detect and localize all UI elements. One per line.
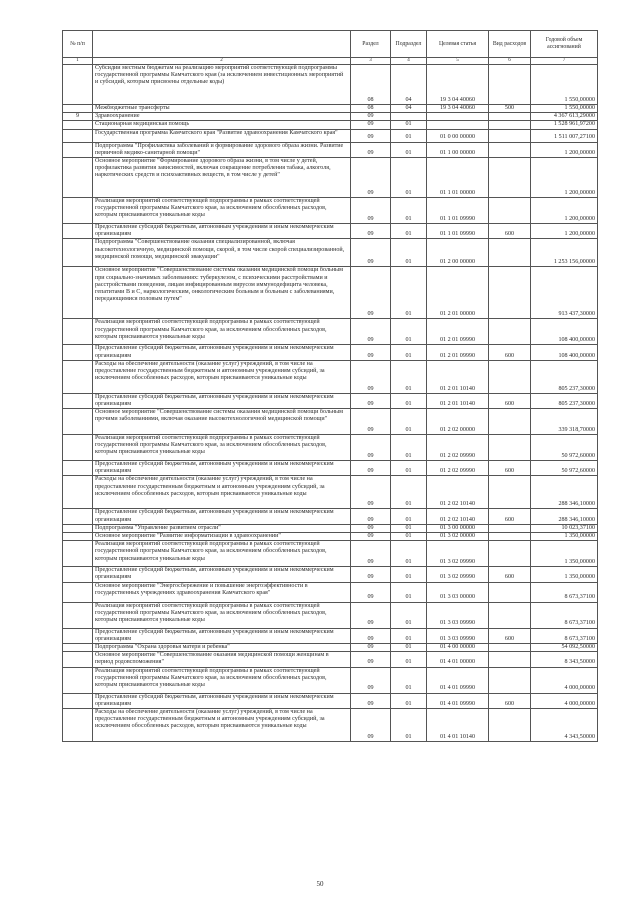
table-row [63,524,598,532]
row-number [63,223,93,238]
table-row [63,113,598,121]
row-target-article: 01 4 00 00000 [427,643,489,651]
row-name: Основное мероприятие "Совершенствование системы оказания медицинской помощи больным прочими заболеваниями, включая оказание высокотехнологичной медицинской помощи" [93,409,351,435]
table-row [63,643,598,651]
row-number [63,667,93,693]
row-podrazdel: 01 [391,129,427,142]
row-amount: 8 343,50000 [531,652,598,667]
row-podrazdel: 01 [391,223,427,238]
row-target-article: 01 2 01 09990 [427,345,489,360]
row-name: Расходы на обеспечение деятельности (оказание услуг) учреждений, в том числе на предоставление государственным бюджетным и автономным учреждениям субсидий, за исключением обособленных расходов, которым присваиваются уникальные коды [93,708,351,741]
row-expense-type [489,582,531,602]
row-target-article: 19 3 04 40060 [427,65,489,105]
row-expense-type [489,643,531,651]
header-target-article: Целевая статья [427,31,489,58]
column-index-row [63,58,598,65]
column-index: 3 [351,58,391,65]
row-expense-type [489,142,531,157]
row-target-article: 01 1 01 09990 [427,223,489,238]
row-razdel: 09 [351,197,391,223]
row-name: Основное мероприятие "Энергосбережение и повышение энергоэффективности в государственных учреждениях здравоохранения Камчатского края" [93,582,351,602]
table-row [63,509,598,524]
row-name: Реализация мероприятий соответствующей подпрограммы в рамках соответствующей государственной программы Камчатского края, за исключением обособленных расходов, которым присваиваются уникальные коды [93,541,351,567]
row-podrazdel: 01 [391,693,427,708]
row-amount: 4 000,00000 [531,693,598,708]
row-podrazdel: 01 [391,121,427,129]
row-number [63,693,93,708]
row-razdel: 09 [351,435,391,461]
row-razdel: 09 [351,643,391,651]
row-amount: 1 253 156,00000 [531,239,598,267]
row-expense-type: 600 [489,628,531,643]
table-row [63,602,598,628]
row-expense-type: 600 [489,345,531,360]
row-name: Предоставление субсидий бюджетным, автономным учреждениям и иным некоммерческим организациям [93,567,351,582]
row-razdel: 09 [351,121,391,129]
row-amount: 1 200,00000 [531,197,598,223]
row-amount: 1 350,00000 [531,533,598,541]
table-row [63,667,598,693]
row-amount: 1 200,00000 [531,157,598,197]
row-amount: 913 437,30000 [531,267,598,319]
row-target-article: 01 2 02 09990 [427,461,489,476]
budget-table [62,30,598,742]
row-number [63,652,93,667]
row-razdel: 09 [351,628,391,643]
row-number [63,628,93,643]
table-row [63,533,598,541]
row-podrazdel: 01 [391,197,427,223]
row-target-article: 01 2 02 10140 [427,509,489,524]
header-num: № п/п [63,31,93,58]
row-expense-type [489,360,531,393]
table-row [63,409,598,435]
page-number: 50 [316,880,324,888]
table-row [63,197,598,223]
row-expense-type [489,157,531,197]
row-razdel: 09 [351,708,391,741]
header-annual-amount: Годовой объем ассигнований [531,31,598,58]
row-target-article: 01 2 02 10140 [427,476,489,509]
table-row [63,319,598,345]
row-name: Основное мероприятие "Развитие информатизации в здравоохранении" [93,533,351,541]
row-podrazdel: 01 [391,409,427,435]
row-expense-type [489,129,531,142]
row-amount: 108 400,00000 [531,319,598,345]
row-target-article: 01 2 00 00000 [427,239,489,267]
row-razdel: 09 [351,345,391,360]
row-target-article [427,121,489,129]
row-target-article: 01 2 01 00000 [427,267,489,319]
row-amount: 339 318,70000 [531,409,598,435]
row-name: Подпрограмма "Профилактика заболеваний и формирование здорового образа жизни. Развитие первичной медико-санитарной помощи" [93,142,351,157]
row-amount: 1 511 007,27100 [531,129,598,142]
table-row [63,65,598,105]
row-razdel: 09 [351,113,391,121]
row-number [63,509,93,524]
row-number [63,65,93,105]
row-name: Основное мероприятие "Совершенствование оказания медицинской помощи женщинам в период родовспоможения" [93,652,351,667]
table-row [63,476,598,509]
row-razdel: 09 [351,461,391,476]
row-number [63,582,93,602]
row-razdel: 09 [351,509,391,524]
row-expense-type [489,667,531,693]
row-podrazdel: 01 [391,628,427,643]
row-amount: 4 367 613,29000 [531,113,598,121]
row-podrazdel: 01 [391,652,427,667]
row-target-article: 19 3 04 40060 [427,105,489,113]
column-index: 7 [531,58,598,65]
row-amount: 4 000,00000 [531,667,598,693]
row-razdel: 09 [351,476,391,509]
row-amount: 4 343,50000 [531,708,598,741]
row-target-article: 01 3 03 09990 [427,628,489,643]
row-name: Реализация мероприятий соответствующей подпрограммы в рамках соответствующей государственной программы Камчатского края, за исключением обособленных расходов, которым присваиваются уникальные коды [93,667,351,693]
row-expense-type: 600 [489,461,531,476]
row-podrazdel: 01 [391,582,427,602]
row-number [63,393,93,408]
column-index: 1 [63,58,93,65]
row-amount: 1 550,00000 [531,65,598,105]
row-amount: 805 237,30000 [531,360,598,393]
table-row [63,628,598,643]
row-target-article: 01 4 01 10140 [427,708,489,741]
row-number [63,643,93,651]
row-target-article: 01 3 03 09990 [427,602,489,628]
row-number [63,345,93,360]
row-razdel: 09 [351,693,391,708]
row-target-article: 01 1 01 00000 [427,157,489,197]
row-number [63,461,93,476]
row-podrazdel: 01 [391,533,427,541]
row-number [63,142,93,157]
row-target-article: 01 0 00 00000 [427,129,489,142]
table-row [63,142,598,157]
row-name: Реализация мероприятий соответствующей подпрограммы в рамках соответствующей государственной программы Камчатского края, за исключением обособленных расходов, которым присваиваются уникальные коды [93,197,351,223]
row-expense-type [489,239,531,267]
row-name: Предоставление субсидий бюджетным, автономным учреждениям и иным некоммерческим организациям [93,223,351,238]
row-name: Субсидии местным бюджетам на реализацию мероприятий соответствующей подпрограммы государственной программы Камчатского края (за исключением инвестиционных мероприятий и субсидий, которым присвоены отдельные коды) [93,65,351,105]
row-number [63,541,93,567]
row-expense-type [489,533,531,541]
row-target-article: 01 2 02 00000 [427,409,489,435]
row-podrazdel: 01 [391,567,427,582]
row-expense-type [489,197,531,223]
row-number [63,360,93,393]
row-podrazdel: 01 [391,509,427,524]
row-target-article: 01 4 01 09990 [427,667,489,693]
row-number [63,239,93,267]
row-podrazdel: 01 [391,667,427,693]
row-target-article: 01 2 01 10140 [427,393,489,408]
row-target-article [427,113,489,121]
row-name: Государственная программа Камчатского края "Развитие здравоохранения Камчатского края" [93,129,351,142]
table-row [63,345,598,360]
header-row [63,31,598,58]
row-name: Основное мероприятие "Совершенствование системы оказания медицинской помощи больным при социально-значимых заболеваниях: туберкулезом, с психическими расстройствами и расстройствами поведения, лицам инфицированным вирусом иммунодефицита человека, гепатитами B и C, наркологическим, онкологическим больным и больным с заболеваниями, передающимися половым путем" [93,267,351,319]
row-razdel: 09 [351,129,391,142]
row-podrazdel: 01 [391,393,427,408]
row-name: Предоставление субсидий бюджетным, автономным учреждениям и иным некоммерческим организациям [93,461,351,476]
row-amount: 288 346,10000 [531,476,598,509]
row-target-article: 01 1 00 00000 [427,142,489,157]
row-amount: 50 972,60000 [531,435,598,461]
row-amount: 1 350,00000 [531,567,598,582]
table-row [63,582,598,602]
table-row [63,541,598,567]
row-podrazdel [391,113,427,121]
row-razdel: 08 [351,105,391,113]
row-amount: 108 400,00000 [531,345,598,360]
row-target-article: 01 4 01 09990 [427,693,489,708]
row-expense-type: 600 [489,693,531,708]
row-podrazdel: 01 [391,319,427,345]
row-target-article: 01 2 01 09990 [427,319,489,345]
row-expense-type [489,602,531,628]
row-amount: 8 673,37100 [531,602,598,628]
row-razdel: 09 [351,319,391,345]
table-row [63,239,598,267]
table-row [63,360,598,393]
row-razdel: 09 [351,142,391,157]
row-podrazdel: 01 [391,435,427,461]
header-expense-type: Вид расходов [489,31,531,58]
row-expense-type [489,524,531,532]
table-row [63,652,598,667]
row-expense-type [489,113,531,121]
table-row [63,708,598,741]
row-podrazdel: 01 [391,476,427,509]
table-row [63,461,598,476]
row-amount: 805 237,30000 [531,393,598,408]
table-row [63,693,598,708]
row-podrazdel: 04 [391,105,427,113]
row-amount: 8 673,37100 [531,628,598,643]
row-amount: 1 528 961,97200 [531,121,598,129]
row-podrazdel: 01 [391,461,427,476]
row-razdel: 09 [351,267,391,319]
row-razdel: 09 [351,157,391,197]
row-razdel: 09 [351,533,391,541]
row-target-article: 01 2 01 10140 [427,360,489,393]
row-razdel: 09 [351,652,391,667]
row-number [63,319,93,345]
table-row [63,567,598,582]
row-name: Межбюджетные трансферты [93,105,351,113]
row-podrazdel: 01 [391,360,427,393]
header-podrazdel: Подраздел [391,31,427,58]
table-row [63,223,598,238]
row-number [63,567,93,582]
row-name: Реализация мероприятий соответствующей подпрограммы в рамках соответствующей государственной программы Камчатского края, за исключением обособленных расходов, которым присваиваются уникальные коды [93,602,351,628]
row-name: Расходы на обеспечение деятельности (оказание услуг) учреждений, в том числе на предоставление государственным бюджетным и автономным учреждениям субсидий, за исключением обособленных расходов, которым присваиваются уникальные коды [93,360,351,393]
table-row [63,157,598,197]
row-razdel: 09 [351,409,391,435]
row-podrazdel: 01 [391,239,427,267]
row-name: Стационарная медицинская помощь [93,121,351,129]
row-amount: 8 673,37100 [531,582,598,602]
row-podrazdel: 01 [391,157,427,197]
table-row [63,435,598,461]
row-name: Предоставление субсидий бюджетным, автономным учреждениям и иным некоммерческим организациям [93,509,351,524]
table-body [63,65,598,742]
row-expense-type [489,708,531,741]
row-expense-type [489,435,531,461]
row-amount: 10 023,37100 [531,524,598,532]
row-name: Предоставление субсидий бюджетным, автономным учреждениям и иным некоммерческим организациям [93,345,351,360]
row-expense-type [489,267,531,319]
row-name: Подпрограмма "Совершенствование оказания специализированной, включая высокотехнологичную, медицинской помощи, скорой, в том числе скорой специализированной, медицинской помощи, медицинской эвакуации" [93,239,351,267]
row-target-article: 01 4 01 00000 [427,652,489,667]
row-number [63,157,93,197]
table-row [63,129,598,142]
row-number [63,524,93,532]
row-expense-type: 600 [489,509,531,524]
row-razdel: 09 [351,582,391,602]
row-amount: 50 972,60000 [531,461,598,476]
row-podrazdel: 01 [391,267,427,319]
row-name: Предоставление субсидий бюджетным, автономным учреждениям и иным некоммерческим организациям [93,693,351,708]
column-index: 6 [489,58,531,65]
row-number [63,105,93,113]
row-number [63,476,93,509]
column-index: 5 [427,58,489,65]
row-target-article: 01 3 00 00000 [427,524,489,532]
table-row [63,105,598,113]
row-podrazdel: 01 [391,541,427,567]
row-name: Подпрограмма "Охрана здоровья матери и ребенка" [93,643,351,651]
row-expense-type: 600 [489,393,531,408]
row-razdel: 09 [351,239,391,267]
row-razdel: 09 [351,223,391,238]
row-number [63,533,93,541]
row-number [63,267,93,319]
row-amount: 1 550,00000 [531,105,598,113]
row-amount: 1 200,00000 [531,142,598,157]
row-podrazdel: 01 [391,708,427,741]
row-target-article: 01 3 02 00000 [427,533,489,541]
row-podrazdel: 01 [391,142,427,157]
row-target-article: 01 2 02 09990 [427,435,489,461]
row-razdel: 09 [351,393,391,408]
row-name: Основное мероприятие "Формирование здорового образа жизни, в том числе у детей, профилактика развития зависимостей, включая сокращение потребления табака, алкоголя, наркотических средств и психоактивных веществ, в том числе у детей" [93,157,351,197]
row-number [63,129,93,142]
row-expense-type [489,476,531,509]
row-number [63,121,93,129]
column-index: 2 [93,58,351,65]
row-expense-type [489,652,531,667]
row-name: Предоставление субсидий бюджетным, автономным учреждениям и иным некоммерческим организациям [93,393,351,408]
row-razdel: 09 [351,360,391,393]
row-podrazdel: 04 [391,65,427,105]
table-row [63,393,598,408]
row-target-article: 01 3 02 09990 [427,541,489,567]
row-razdel: 08 [351,65,391,105]
row-razdel: 09 [351,602,391,628]
row-expense-type [489,409,531,435]
row-podrazdel: 01 [391,524,427,532]
row-razdel: 09 [351,667,391,693]
row-expense-type [489,65,531,105]
row-podrazdel: 01 [391,643,427,651]
row-name: Здравоохранение [93,113,351,121]
row-expense-type [489,541,531,567]
row-podrazdel: 01 [391,345,427,360]
row-target-article: 01 3 02 09990 [427,567,489,582]
row-razdel: 09 [351,567,391,582]
row-expense-type [489,319,531,345]
row-podrazdel: 01 [391,602,427,628]
row-amount: 1 350,00000 [531,541,598,567]
row-razdel: 09 [351,541,391,567]
row-number [63,197,93,223]
row-number [63,435,93,461]
row-number [63,708,93,741]
row-amount: 288 346,10000 [531,509,598,524]
header-razdel: Раздел [351,31,391,58]
table-row [63,267,598,319]
row-name: Предоставление субсидий бюджетным, автономным учреждениям и иным некоммерческим организациям [93,628,351,643]
row-number [63,409,93,435]
row-razdel: 09 [351,524,391,532]
row-expense-type [489,121,531,129]
row-expense-type: 500 [489,105,531,113]
row-expense-type: 600 [489,223,531,238]
row-name: Реализация мероприятий соответствующей подпрограммы в рамках соответствующей государственной программы Камчатского края, за исключением обособленных расходов, которым присваиваются уникальные коды [93,435,351,461]
header-name [93,31,351,58]
row-number [63,602,93,628]
column-index: 4 [391,58,427,65]
row-name: Подпрограмма "Управление развитием отрасли" [93,524,351,532]
row-name: Реализация мероприятий соответствующей подпрограммы в рамках соответствующей государственной программы Камчатского края, за исключением обособленных расходов, которым присваиваются уникальные коды [93,319,351,345]
row-number: 9 [63,113,93,121]
row-expense-type: 600 [489,567,531,582]
row-target-article: 01 3 03 00000 [427,582,489,602]
row-amount: 1 200,00000 [531,223,598,238]
row-target-article: 01 1 01 09990 [427,197,489,223]
table-row [63,121,598,129]
row-name: Расходы на обеспечение деятельности (оказание услуг) учреждений, в том числе на предоставление государственным бюджетным и автономным учреждениям субсидий, за исключением обособленных расходов, которым присваиваются уникальные коды [93,476,351,509]
row-amount: 54 092,50000 [531,643,598,651]
